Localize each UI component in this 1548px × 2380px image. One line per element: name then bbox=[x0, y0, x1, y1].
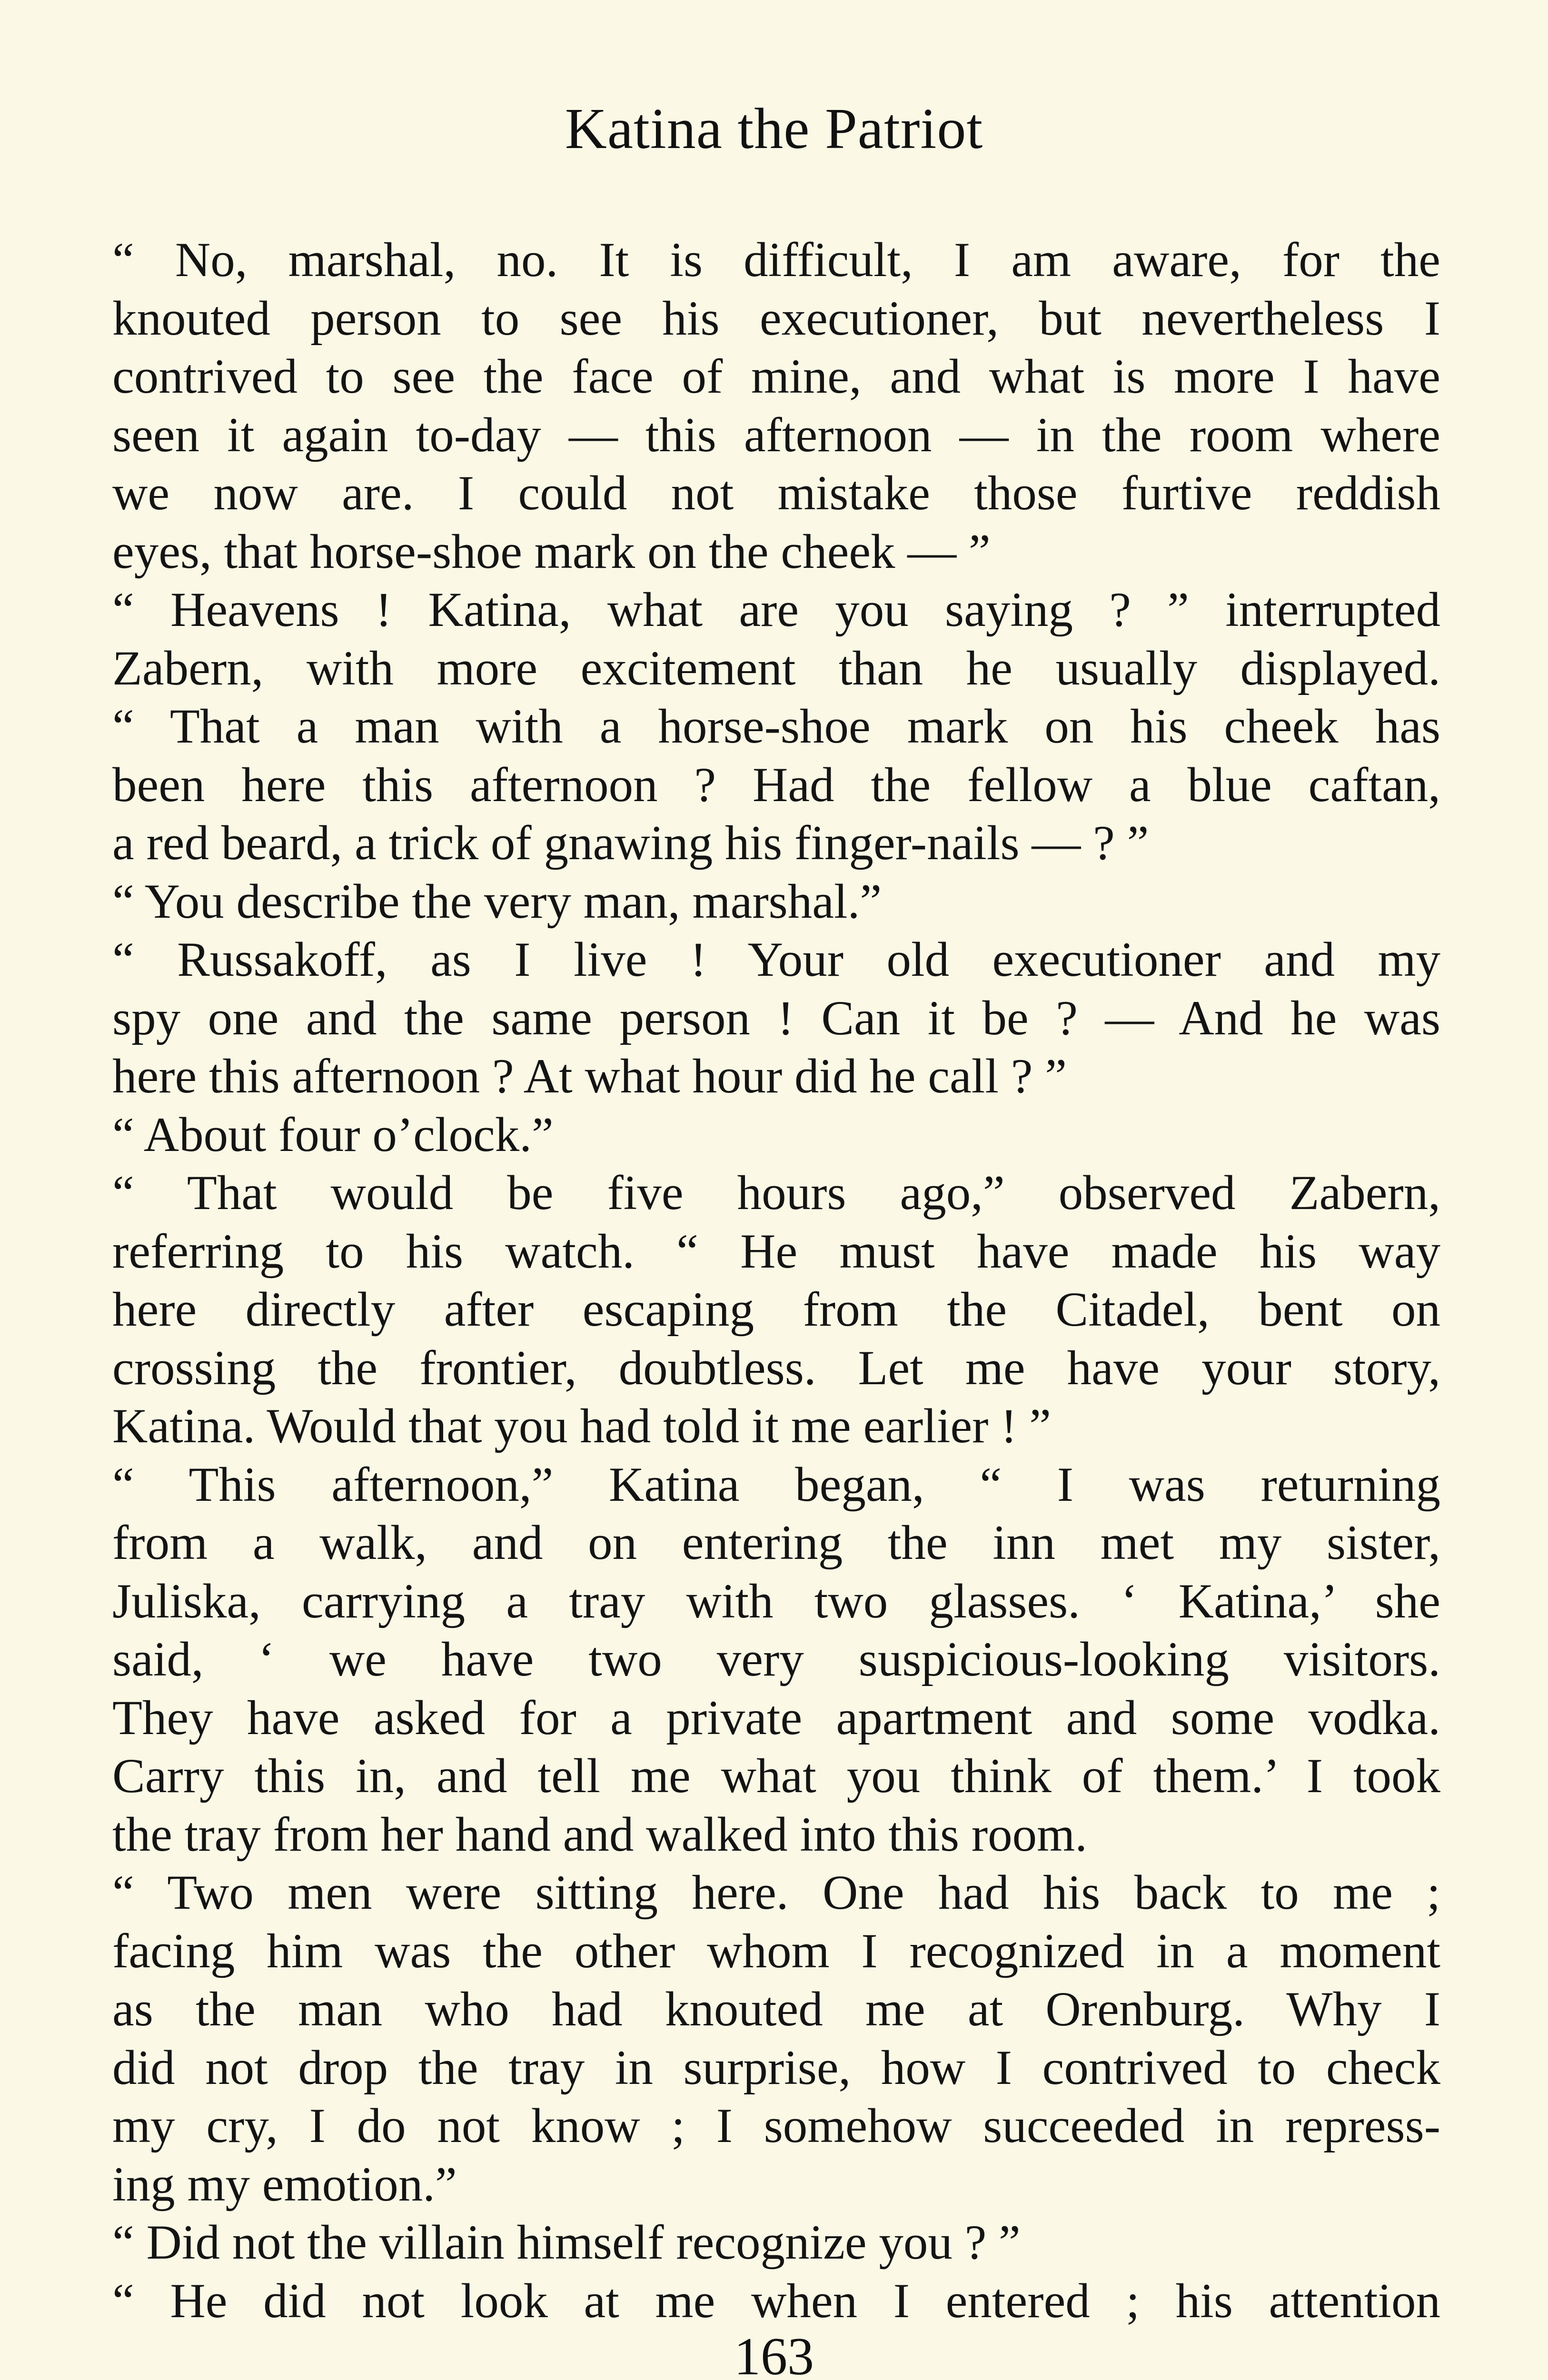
page-number: 163 bbox=[734, 2327, 814, 2380]
text-line: contrived to see the face of mine, and what is more I have bbox=[112, 349, 1440, 404]
text-line: Zabern, with more excitement than he usually displayed. bbox=[112, 641, 1440, 695]
text-line: “ He did not look at me when I entered ; his attention bbox=[112, 2273, 1440, 2328]
text-line: “ Heavens ! Katina, what are you saying ? ” interrupted bbox=[112, 583, 1440, 637]
text-line: said, ‘ we have two very suspicious-looking visitors. bbox=[112, 1632, 1440, 1686]
body-text bbox=[112, 231, 1440, 2330]
text-line: “ No, marshal, no. It is difficult, I am aware, for the bbox=[112, 233, 1440, 287]
text-line: “ About four o’clock.” bbox=[112, 1107, 554, 1162]
text-line: spy one and the same person ! Can it be ? — And he was bbox=[112, 991, 1440, 1045]
text-line: “ That a man with a horse-shoe mark on his cheek has bbox=[112, 699, 1440, 754]
text-line: “ That would be five hours ago,” observed Zabern, bbox=[112, 1166, 1440, 1220]
text-line: “ This afternoon,” Katina began, “ I was returning bbox=[112, 1457, 1440, 1512]
text-line: knouted person to see his executioner, but nevertheless I bbox=[112, 291, 1440, 346]
text-line: crossing the frontier, doubtless. Let me have your story, bbox=[112, 1340, 1440, 1395]
text-line: “ You describe the very man, marshal.” bbox=[112, 874, 882, 929]
text-line: facing him was the other whom I recognized in a moment bbox=[112, 1924, 1440, 1978]
page-title: Katina the Patriot bbox=[565, 97, 983, 161]
text-line: here this afternoon ? At what hour did he call ? ” bbox=[112, 1049, 1067, 1103]
text-line: the tray from her hand and walked into this room. bbox=[112, 1807, 1088, 1862]
text-line: we now are. I could not mistake those furtive reddish bbox=[112, 466, 1440, 520]
text-line: Juliska, carrying a tray with two glasses. ‘ Katina,’ she bbox=[112, 1574, 1440, 1628]
text-line: did not drop the tray in surprise, how I contrived to check bbox=[112, 2040, 1440, 2095]
text-line: eyes, that horse-shoe mark on the cheek — ” bbox=[112, 524, 991, 579]
text-line: “ Russakoff, as I live ! Your old executioner and my bbox=[112, 932, 1440, 987]
text-line: as the man who had knouted me at Orenburg. Why I bbox=[112, 1982, 1440, 2036]
text-line: “ Did not the villain himself recognize you ? ” bbox=[112, 2215, 1021, 2270]
text-line: “ Two men were sitting here. One had his back to me ; bbox=[112, 1865, 1440, 1920]
text-line: They have asked for a private apartment and some vodka. bbox=[112, 1690, 1440, 1745]
text-line: Katina. Would that you had told it me earlier ! ” bbox=[112, 1399, 1051, 1453]
text-line: Carry this in, and tell me what you think of them.’ I took bbox=[112, 1749, 1440, 1803]
text-line: been here this afternoon ? Had the fellow a blue caftan, bbox=[112, 757, 1440, 812]
text-line: from a walk, and on entering the inn met my sister, bbox=[112, 1516, 1440, 1570]
text-line: here directly after escaping from the Citadel, bent on bbox=[112, 1282, 1440, 1337]
text-line: referring to his watch. “ He must have made his way bbox=[112, 1224, 1440, 1279]
text-line: ing my emotion.” bbox=[112, 2157, 457, 2211]
text-line: seen it again to-day — this afternoon — in the room where bbox=[112, 407, 1440, 462]
text-line: my cry, I do not know ; I somehow succeeded in repress- bbox=[112, 2099, 1440, 2153]
text-line: a red beard, a trick of gnawing his finger-nails — ? ” bbox=[112, 816, 1149, 870]
